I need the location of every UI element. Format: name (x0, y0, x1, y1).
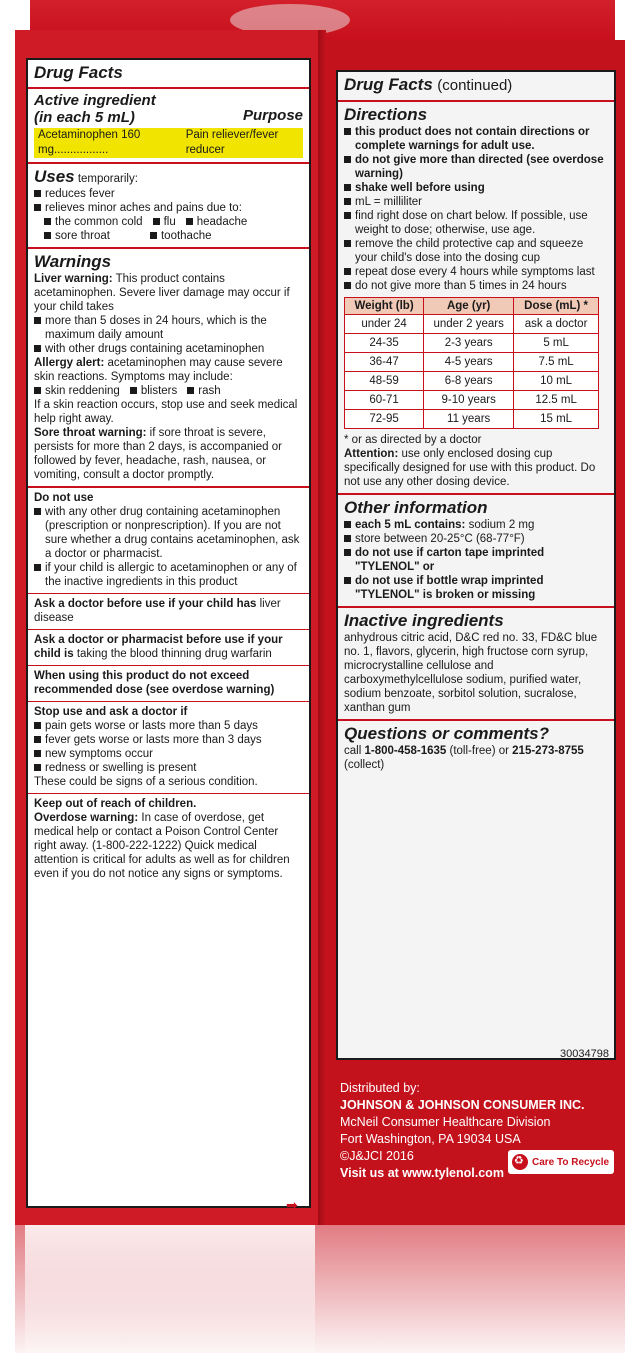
phone-collect-note: (collect) (344, 759, 385, 771)
other-information-section (338, 495, 614, 608)
recycle-icon (512, 1154, 528, 1170)
direction-item: do not give more than 5 times in 24 hours (344, 279, 608, 293)
other-item: do not use if carton tape imprinted "TYLENOL" or (344, 546, 608, 574)
use-item: relieves minor aches and pains due to: (34, 201, 242, 215)
stop-bullet: fever gets worse or lasts more than 3 days (34, 733, 303, 747)
direction-item: find right dose on chart below. If possible, use weight to dose; otherwise, use age. (344, 209, 608, 237)
dosing-table (344, 297, 599, 429)
surface-reflection (15, 1225, 625, 1353)
inactive-ingredients-title: Inactive ingredients (344, 611, 504, 630)
active-ingredient-sub: (in each 5 mL) (34, 109, 135, 126)
use-item: the common cold (44, 215, 143, 229)
allergy-item: blisters (130, 384, 177, 398)
ingredient-name: Acetaminophen 160 mg................. (38, 129, 141, 156)
keep-out-label: Keep out of reach of children. (34, 798, 197, 810)
direction-item: shake well before using (344, 181, 608, 195)
warnings-section (28, 249, 309, 488)
uses-intro: temporarily: (77, 173, 138, 185)
table-footnote: * or as directed by a doctor (344, 434, 482, 446)
table-cell: 9-10 years (424, 391, 514, 410)
ask-doctor-text: liver disease (34, 598, 281, 624)
table-cell: 5 mL (514, 334, 599, 353)
uses-section (28, 164, 309, 249)
liver-warning-label: Liver warning: (34, 273, 113, 285)
purpose-label: Purpose (242, 107, 303, 124)
use-item: toothache (150, 229, 212, 243)
table-cell: 24-35 (345, 334, 424, 353)
sore-throat-label: Sore throat warning: (34, 427, 147, 439)
keep-out-section (28, 794, 309, 885)
stop-bullet: pain gets worse or lasts more than 5 days (34, 719, 303, 733)
table-cell: 4-5 years (424, 353, 514, 372)
liver-bullet: more than 5 doses in 24 hours, which is the maximum daily amount (34, 314, 303, 342)
allergy-after: If a skin reaction occurs, stop use and seek medical help right away. (34, 399, 298, 425)
use-item: sore throat (44, 229, 110, 243)
table-cell: 12.5 mL (514, 391, 599, 410)
table-row (345, 315, 599, 334)
product-code: 30034798 (560, 1048, 609, 1060)
other-information-title: Other information (344, 498, 488, 517)
drug-facts-continued-header (338, 72, 614, 102)
do-not-use-title: Do not use (34, 492, 94, 504)
liver-bullet: with other drugs containing acetaminophen (34, 342, 303, 356)
direction-item: repeat dose every 4 hours while symptoms last (344, 265, 608, 279)
direction-item: mL = milliliter (344, 195, 608, 209)
questions-section (338, 721, 614, 776)
table-row (345, 353, 599, 372)
stop-use-section (28, 702, 309, 794)
do-not-use-bullet: if your child is allergic to acetaminophen or any of the inactive ingredients in this product (34, 561, 303, 589)
other-item: do not use if bottle wrap imprinted "TYLENOL" is broken or missing (344, 574, 608, 602)
direction-item: remove the child protective cap and squeeze your child's dose into the dosing cup (344, 237, 608, 265)
questions-title: Questions or comments? (344, 724, 549, 743)
use-item: headache (186, 215, 248, 229)
distributor-line: ©J&JCI 2016 (340, 1149, 414, 1163)
table-row (345, 372, 599, 391)
active-ingredient-label: Active ingredient (34, 92, 156, 109)
use-item: flu (153, 215, 176, 229)
table-header-row (345, 298, 599, 315)
direction-item: this product does not contain directions or complete warnings for adult use. (344, 125, 608, 153)
ask-pharmacist-section (28, 630, 309, 666)
ingredient-purpose: Pain reliever/fever reducer (185, 129, 279, 156)
allergy-text: acetaminophen may cause severe skin reactions. Symptoms may include: (34, 357, 283, 383)
phone-collect: 215-273-8755 (512, 745, 584, 757)
active-ingredient-section (28, 89, 309, 164)
table-cell: 2-3 years (424, 334, 514, 353)
website-line: Visit us at www.tylenol.com (340, 1166, 504, 1180)
when-using-section: When using this product do not exceed recommended dose (see overdose warning) (28, 666, 309, 702)
table-cell: 36-47 (345, 353, 424, 372)
table-cell: 10 mL (514, 372, 599, 391)
attention-text: use only enclosed dosing cup specifically designed for use with this product. Do not use any other dosing device. (344, 448, 596, 488)
inactive-ingredients-section (338, 608, 614, 721)
table-cell: 7.5 mL (514, 353, 599, 372)
table-cell: 15 mL (514, 410, 599, 429)
right-arrow-icon: ➡ (286, 1197, 298, 1213)
ingredient-highlight (34, 128, 303, 158)
stop-after: These could be signs of a serious condition. (34, 776, 258, 788)
table-cell: under 2 years (424, 315, 514, 334)
call-label: call (344, 745, 362, 757)
overdose-label: Overdose warning: (34, 812, 139, 824)
ask-doctor-label: Ask a doctor before use if your child has (34, 598, 257, 610)
panel-title: Drug Facts (344, 75, 433, 94)
table-cell: 60-71 (345, 391, 424, 410)
drug-facts-left-panel (26, 58, 311, 1208)
table-row (345, 410, 599, 429)
overdose-text: In case of overdose, get medical help or contact a Poison Control Center right away. (1-800-222-1222) Quick medical attention is critical for adults as well as for children even if you do not notice any signs or symptoms. (34, 812, 290, 880)
phone-tollfree: 1-800-458-1635 (364, 745, 447, 757)
column-header: Weight (lb) (345, 298, 424, 315)
other-label: each 5 mL contains: (355, 519, 466, 531)
do-not-use-bullet: with any other drug containing acetaminophen (prescription or nonprescription). If you are not sure whether a drug contains acetaminophen, ask a doctor or pharmacist. (34, 505, 303, 561)
panel-title: Drug Facts (34, 63, 123, 82)
other-text: sodium 2 mg (468, 519, 535, 531)
table-cell: 72-95 (345, 410, 424, 429)
attention-label: Attention: (344, 448, 399, 460)
drug-facts-header (28, 60, 309, 89)
distributor-line: McNeil Consumer Healthcare Division (340, 1115, 551, 1129)
stop-bullet: new symptoms occur (34, 747, 303, 761)
distributor-line: Distributed by: (340, 1081, 420, 1095)
other-item: store between 20-25°C (68-77°F) (344, 532, 608, 546)
uses-title: Uses (34, 167, 75, 186)
direction-item: do not give more than directed (see overdose warning) (344, 153, 608, 181)
stop-use-title: Stop use and ask a doctor if (34, 706, 188, 718)
table-cell: ask a doctor (514, 315, 599, 334)
allergy-item: skin reddening (34, 384, 120, 398)
phone-tollfree-note: (toll-free) or (449, 745, 509, 757)
allergy-label: Allergy alert: (34, 357, 105, 369)
ask-doctor-section (28, 594, 309, 630)
warnings-title: Warnings (34, 252, 112, 271)
column-header: Dose (mL) * (514, 298, 599, 315)
table-cell: 48-59 (345, 372, 424, 391)
table-cell: under 24 (345, 315, 424, 334)
do-not-use-section (28, 488, 309, 594)
continued-label: (continued) (437, 77, 513, 94)
sore-throat-text: if sore throat is severe, persists for more than 2 days, is accompanied or followed by fever, headache, rash, nausea, or vomiting, consult a doctor promptly. (34, 427, 283, 481)
distributor-line: Fort Washington, PA 19034 USA (340, 1132, 521, 1146)
directions-section (338, 102, 614, 495)
drug-facts-right-panel (336, 70, 616, 1060)
recycle-label: Care To Recycle (532, 1156, 610, 1168)
inactive-ingredients-text: anhydrous citric acid, D&C red no. 33, FD&C blue no. 1, flavors, glycerin, high fructose corn syrup, microcrystalline cellulose and carboxymethylcellulose sodium, purified water, sodium benzoate, sorbitol solution, sucralose, xanthan gum (344, 632, 598, 714)
table-cell: 11 years (424, 410, 514, 429)
allergy-item: rash (187, 384, 220, 398)
table-row (345, 334, 599, 353)
ask-pharmacist-text: taking the blood thinning drug warfarin (76, 648, 272, 660)
stop-bullet: redness or swelling is present (34, 761, 303, 775)
care-to-recycle-badge (508, 1150, 614, 1174)
directions-title: Directions (344, 105, 428, 124)
ask-pharmacist-label: Ask a doctor or pharmacist before use if your child is (34, 634, 283, 660)
uses-list (34, 187, 303, 243)
liver-warning-text: This product contains acetaminophen. Severe liver damage may occur if your child takes (34, 273, 290, 313)
table-cell: 6-8 years (424, 372, 514, 391)
table-row (345, 391, 599, 410)
column-header: Age (yr) (424, 298, 514, 315)
distributor-line: JOHNSON & JOHNSON CONSUMER INC. (340, 1098, 585, 1112)
use-item: reduces fever (34, 187, 115, 201)
box-edge (318, 30, 326, 1225)
